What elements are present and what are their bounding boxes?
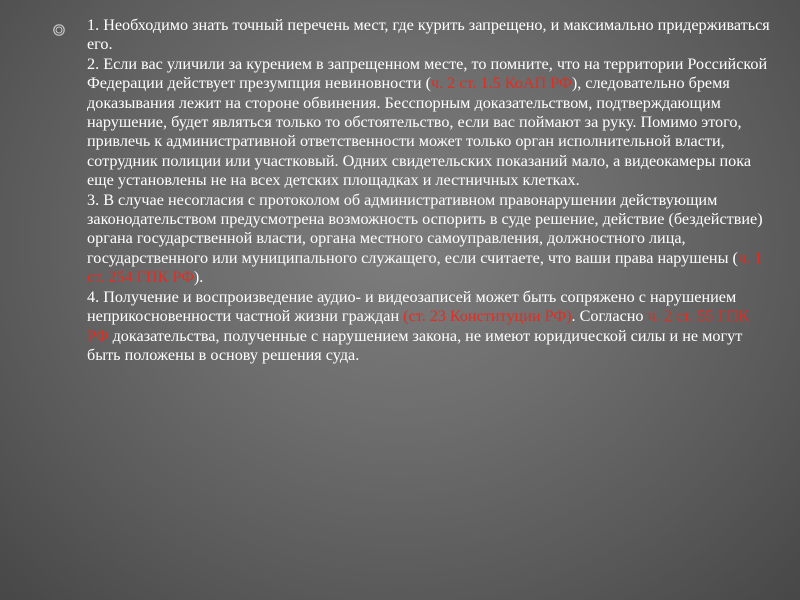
paragraph-1-text: 1. Необходимо знать точный перечень мест, где курить запрещено, и максимально придерживаться его. — [87, 16, 770, 54]
paragraph-3 — [87, 191, 772, 288]
paragraph-3-text-end: ). — [193, 268, 204, 287]
paragraph-2-text-end: ), следовательно бремя доказывания лежит на стороне обвинения. Бесспорным доказательством, подтверждающим нарушение, будет являться только то обстоятельство, если вас поймают за руку. Помимо этого, привлечь к административной ответственности может только орган исполнительной власти, сотрудник полиции или участковый. Одних свидетельских показаний мало, а видеокамеры пока еще установлены не на всех детских площадках и лестничных клетках. — [87, 74, 752, 190]
paragraph-1 — [87, 16, 772, 55]
slide-body-text — [87, 16, 772, 365]
paragraph-4-text-middle: . Согласно — [571, 307, 648, 326]
paragraph-3-text-start: 3. В случае несогласия с протоколом об административном правонарушении действующим законодательством предусмотрена возможность оспорить в суде решение, действие (бездействие) органа государственной власти, органа местного самоуправления, должностного лица, государственного или муниципального служащего, если считаете, что ваши права нарушены ( — [87, 190, 763, 267]
paragraph-2 — [87, 55, 772, 191]
gpk-254-reference-link[interactable]: ч. 1 ст. 254 ГПК РФ — [87, 248, 763, 287]
constitution-reference-link[interactable]: (ст. 23 Конституции РФ) — [403, 307, 572, 326]
koap-reference-link[interactable]: ч. 2 ст. 1.5 КоАП РФ — [430, 74, 572, 93]
paragraph-4-text-end: доказательства, полученные с нарушением закона, не имеют юридической силы и не могут быть положены в основу решения суда. — [87, 326, 743, 364]
gpk-55-reference-link[interactable]: ч. 2 ст. 55 ГПК РФ — [87, 307, 750, 345]
paragraph-4-text-start: 4. Получение и воспроизведение аудио- и видеозаписей может быть сопряжено с нарушением неприкосновенности частной жизни граждан — [87, 287, 737, 326]
paragraph-2-text-start: 2. Если вас уличили за курением в запрещенном месте, то помните, что на территории Российской Федерации действует презумпция невиновности ( — [87, 54, 768, 93]
paragraph-4 — [87, 288, 772, 366]
circle-bullet-icon — [52, 23, 66, 37]
